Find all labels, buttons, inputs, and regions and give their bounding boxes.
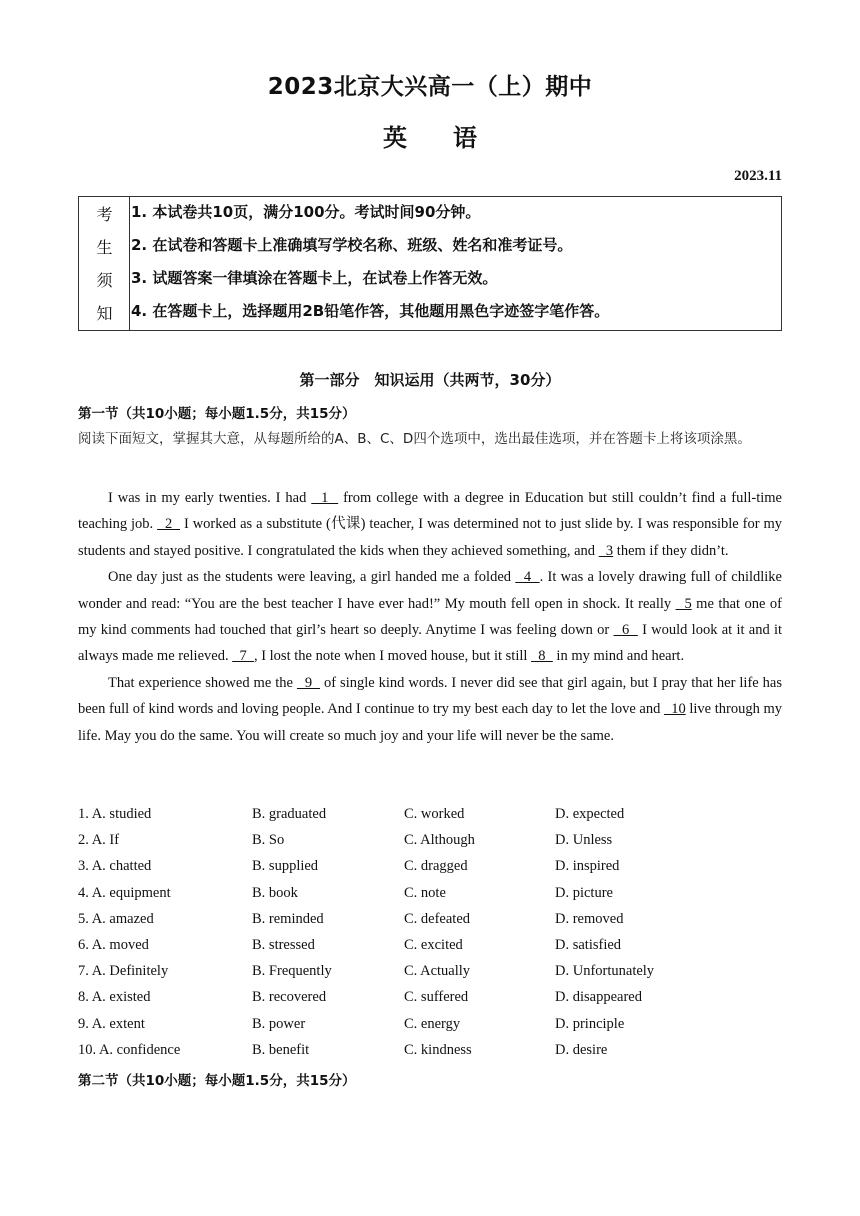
option-b: B. power [252, 1015, 306, 1032]
candidate-notice-box [78, 196, 782, 331]
option-a: 6. A. moved [78, 936, 149, 953]
option-d: D. satisfied [555, 936, 622, 953]
option-b: B. recovered [252, 989, 327, 1006]
option-a: 4. A. equipment [78, 884, 171, 901]
option-a: 2. A. If [78, 832, 120, 849]
section-one-instruction: 阅读下面短文，掌握其大意，从每题所给的A、B、C、D四个选项中，选出最佳选项，并在答题卡上将该项涂黑。 [78, 431, 751, 447]
notice-heading-column [79, 197, 130, 330]
passage-text: , I lost the note when I moved house, but it still [253, 648, 532, 665]
notice-heading-char: 知 [96, 304, 113, 323]
exam-title: 2023北京大兴高一（上）期中 [267, 74, 593, 100]
option-d: D. picture [555, 884, 613, 901]
blank-5: 5 [675, 595, 692, 612]
blank-9: 9 [296, 674, 321, 691]
answer-options [78, 802, 782, 1064]
option-c: C. defeated [404, 910, 471, 927]
notice-heading-char: 须 [96, 271, 113, 290]
option-a: 3. A. chatted [78, 858, 152, 875]
option-row [78, 959, 782, 985]
option-row [78, 1038, 782, 1064]
option-d: D. principle [555, 1015, 625, 1032]
option-c: C. suffered [404, 989, 469, 1006]
option-b: B. Frequently [252, 963, 332, 980]
option-a: 9. A. extent [78, 1015, 145, 1032]
passage-text: . It was a lovely drawing full of childlike wonder and read: “You are the best teacher I have ever had!” My mouth fell open in shock. It really [78, 569, 782, 612]
subject-title [0, 118, 860, 153]
option-d: D. removed [555, 910, 624, 927]
option-d: D. inspired [555, 858, 620, 875]
blank-1: 1 [311, 490, 339, 506]
option-row [78, 854, 782, 880]
option-b: B. graduated [252, 806, 327, 822]
option-c: C. energy [404, 1015, 461, 1032]
option-row [78, 985, 782, 1011]
passage-text: them if they didn’t. [613, 542, 729, 559]
option-c: C. Actually [404, 963, 471, 980]
option-c: C. worked [404, 806, 465, 822]
notice-heading-char: 考 [96, 205, 113, 224]
passage-text: That experience showed me the [108, 674, 297, 691]
subject-char-1: 英 [383, 124, 407, 152]
option-a: 8. A. existed [78, 989, 151, 1006]
option-row [78, 1012, 782, 1038]
blank-8: 8 [531, 648, 553, 665]
passage-text: me that one of my kind comments had touched that girl’s heart so deeply. Anytime I was feeling down or [78, 595, 782, 639]
passage-text: live through my life. May you do the same. You will create so much joy and your life will never be the same. [78, 701, 782, 744]
passage-text: of single kind words. I never did see that girl again, but I pray that her life has been full of kind words and loving people. And I continue to try my best each day to let the love and [78, 674, 782, 718]
blank-10: 10 [663, 701, 686, 718]
notice-heading-char: 生 [96, 238, 113, 257]
passage-text: I was in my early twenties. I had [108, 490, 312, 506]
blank-3: 3 [598, 542, 614, 559]
section-one-heading: 第一节（共10小题；每小题1.5分，共15分） [78, 406, 356, 422]
option-a: 10. A. confidence [78, 1041, 181, 1058]
option-b: B. benefit [252, 1041, 310, 1058]
notice-rule: 2. 在试卷和答题卡上准确填写学校名称、班级、姓名和准考证号。 [131, 236, 573, 254]
passage-text: I worked as a substitute (代课) teacher, I was determined not to just slide by. I was responsible for my students and stayed positive. I congratulated the kids when they achieved something, and [78, 516, 782, 559]
section-two-heading: 第二节（共10小题；每小题1.5分，共15分） [78, 1073, 356, 1089]
cloze-passage [78, 485, 782, 749]
option-b: B. supplied [252, 858, 319, 875]
passage-text: in my mind and heart. [552, 648, 685, 665]
blank-6: 6 [613, 622, 638, 639]
option-d: D. Unfortunately [555, 963, 655, 980]
notice-rule: 3. 试题答案一律填涂在答题卡上，在试卷上作答无效。 [131, 269, 498, 287]
blank-7: 7 [232, 648, 254, 665]
option-b: B. So [252, 832, 285, 849]
option-c: C. note [404, 884, 446, 901]
option-a: 1. A. studied [78, 806, 152, 822]
option-row [78, 881, 782, 907]
blank-4: 4 [515, 569, 540, 586]
option-row [78, 802, 782, 828]
option-c: C. excited [404, 936, 463, 953]
option-a: 7. A. Definitely [78, 963, 169, 980]
option-row [78, 828, 782, 854]
notice-rule: 1. 本试卷共10页，满分100分。考试时间90分钟。 [131, 203, 481, 221]
option-row [78, 933, 782, 959]
part-one-title: 第一部分 知识运用（共两节，30分） [299, 371, 561, 389]
blank-2: 2 [157, 516, 181, 533]
option-d: D. expected [555, 806, 625, 822]
option-d: D. Unless [555, 832, 613, 849]
option-b: B. book [252, 884, 298, 901]
option-b: B. reminded [252, 910, 324, 927]
subject-char-2: 语 [453, 124, 477, 152]
option-c: C. kindness [404, 1041, 472, 1058]
passage-text: I would look at it and it always made me relieved. [78, 622, 783, 665]
option-d: D. disappeared [555, 989, 642, 1006]
passage-paragraph [78, 564, 782, 670]
option-c: C. dragged [404, 858, 468, 875]
option-d: D. desire [555, 1041, 608, 1058]
notice-rule: 4. 在答题卡上，选择题用2B铅笔作答，其他题用黑色字迹签字笔作答。 [131, 302, 610, 320]
option-b: B. stressed [252, 936, 315, 953]
passage-paragraph [78, 485, 782, 564]
option-c: C. Although [404, 832, 475, 849]
passage-text: from college with a degree in Education but still couldn’t find a full-time teaching job. [78, 490, 782, 533]
passage-text: One day just as the students were leaving, a girl handed me a folded [108, 569, 516, 586]
passage-paragraph [78, 670, 782, 749]
option-a: 5. A. amazed [78, 910, 154, 927]
exam-date: 2023.11 [734, 168, 782, 184]
option-row [78, 907, 782, 933]
